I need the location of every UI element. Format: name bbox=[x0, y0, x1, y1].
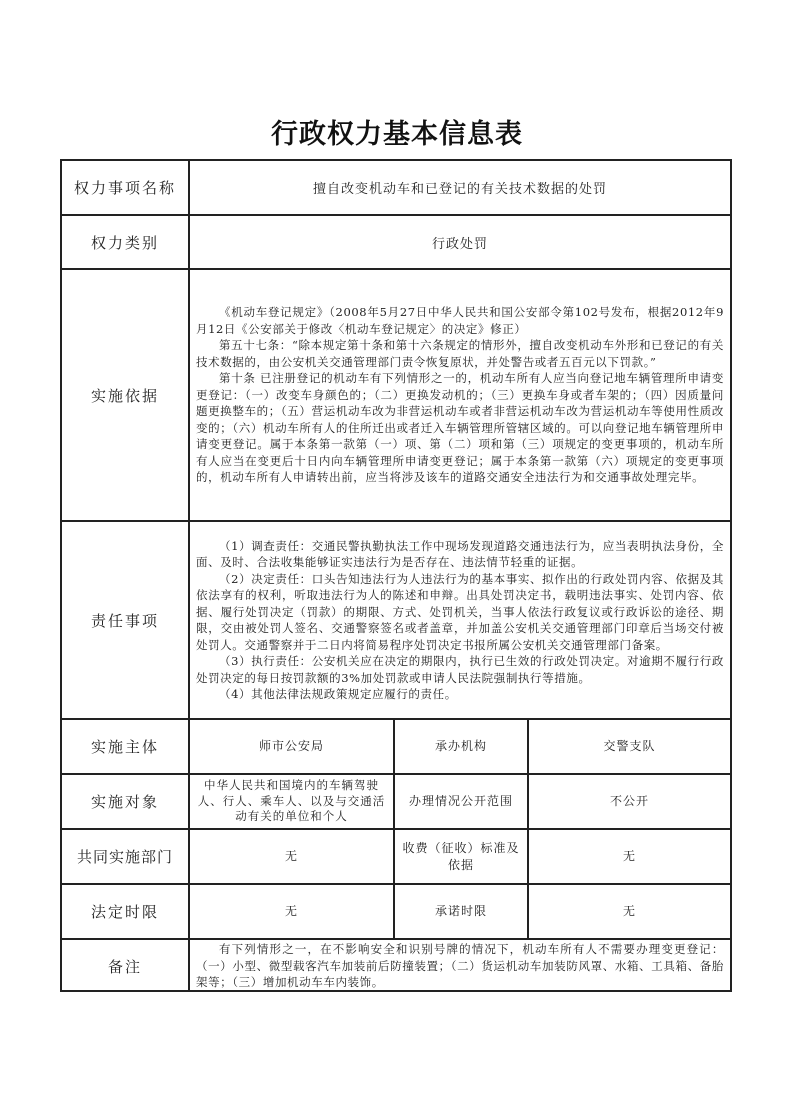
value-remark bbox=[190, 940, 730, 992]
row-remark bbox=[62, 940, 730, 992]
value-fee-standard: 无 bbox=[622, 849, 636, 863]
label-responsibility: 责任事项 bbox=[62, 522, 190, 718]
value-target: 中华人民共和国境内的车辆驾驶人、行人、乘车人、以及与交通活动有关的单位和个人 bbox=[190, 775, 395, 828]
responsibility-paragraph: （1）调查责任：交通民警执勤执法工作中现场发现道路交通违法行为，应当表明执法身份，全面、及时、合法收集能够证实违法行为是否存在、违法情节轻重的证据。 bbox=[196, 538, 724, 569]
label-disclosure-scope: 办理情况公开范围 bbox=[395, 775, 529, 828]
row-basis bbox=[62, 270, 730, 522]
responsibility-paragraph: （2）决定责任：口头告知违法行为人违法行为的基本事实、拟作出的行政处罚内容、依据及其依法享有的权利，听取违法行为人的陈述和申辩。出具处罚决定书，载明违法事实、处罚内容、依据、履行处罚决定（罚款）的期限、方式、处罚机关，当事人依法行政复议或行政诉讼的途径、期限，交由被处罚人签名、交通警察签名或者盖章，并加盖公安机关交通管理部门印章后当场交付被处罚人。交通警察并于二日内将简易程序处罚决定书报所属公安机关交通管理部门备案。 bbox=[196, 571, 724, 652]
value-power-category: 行政处罚 bbox=[431, 236, 488, 252]
row-power-name bbox=[62, 161, 730, 216]
value-power-name: 擅自改变机动车和已登记的有关技术数据的处罚 bbox=[312, 182, 607, 197]
document-title: 行政权力基本信息表 bbox=[271, 119, 523, 150]
info-table bbox=[60, 159, 732, 992]
row-responsibility bbox=[62, 522, 730, 720]
value-responsibility bbox=[190, 522, 730, 718]
value-basis bbox=[190, 270, 730, 520]
responsibility-paragraph: （4）其他法律法规政策规定应履行的责任。 bbox=[219, 687, 457, 701]
row-subject bbox=[62, 720, 730, 775]
label-legal-time-limit: 法定时限 bbox=[62, 885, 190, 938]
value-joint-department: 无 bbox=[190, 830, 395, 883]
row-power-category bbox=[62, 216, 730, 270]
label-handling-agency: 承办机构 bbox=[395, 720, 529, 773]
value-subject: 师市公安局 bbox=[190, 720, 395, 773]
label-power-name: 权力事项名称 bbox=[62, 161, 190, 214]
label-promised-time-limit: 承诺时限 bbox=[395, 885, 529, 938]
basis-paragraph: 第五十七条：“除本规定第十条和第十六条规定的情形外，擅自改变机动车外形和已登记的有关技术数据的，由公安机关交通管理部门责令恢复原状，并处警告或者五百元以下罚款。” bbox=[196, 338, 724, 369]
basis-paragraph: 《机动车登记规定》（2008年5月27日中华人民共和国公安部令第102号发布，根据2012年9月12日《公安部关于修改〈机动车登记规定〉的决定》修正） bbox=[196, 305, 724, 336]
value-promised-time-limit: 无 bbox=[622, 904, 636, 918]
row-target bbox=[62, 775, 730, 830]
label-fee-standard: 收费（征收）标准及依据 bbox=[395, 830, 529, 883]
label-basis: 实施依据 bbox=[62, 270, 190, 520]
remark-paragraph: 有下列情形之一，在不影响安全和识别号牌的情况下，机动车所有人不需要办理变更登记：（一）小型、微型载客汽车加装前后防撞装置；（二）货运机动车加装防风罩、水箱、工具箱、备胎架等；（三）增加机动车车内装饰。 bbox=[196, 942, 724, 990]
value-disclosure-scope: 不公开 bbox=[609, 794, 649, 808]
row-time-limit bbox=[62, 885, 730, 940]
row-joint-department bbox=[62, 830, 730, 885]
label-remark: 备注 bbox=[62, 940, 190, 992]
label-power-category: 权力类别 bbox=[62, 216, 190, 268]
value-legal-time-limit: 无 bbox=[190, 885, 395, 938]
basis-paragraph: 第十条 已注册登记的机动车有下列情形之一的，机动车所有人应当向登记地车辆管理所申请变更登记：（一）改变车身颜色的；（二）更换发动机的；（三）更换车身或者车架的；（四）因质量问题更换整车的；（五）营运机动车改为非营运机动车或者非营运机动车改为营运机动车等使用性质改变的；（六）机动车所有人的住所迁出或者迁入车辆管理所管辖区域的。可以向登记地车辆管理所申请变更登记。属于本条第一款第（一）项、第（二）项和第（三）项规定的变更事项的，机动车所有人应当在变更后十日内向车辆管理所申请变更登记；属于本条第一款第（六）项规定的变更事项的，机动车所有人申请转出前，应当将涉及该车的道路交通安全违法行为和交通事故处理完毕。 bbox=[196, 371, 724, 485]
value-handling-agency: 交警支队 bbox=[603, 739, 656, 753]
responsibility-paragraph: （3）执行责任：公安机关应在决定的期限内，执行已生效的行政处罚决定。对逾期不履行行政处罚决定的每日按罚款额的3%加处罚款或申请人民法院强制执行等措施。 bbox=[196, 654, 724, 685]
label-joint-department: 共同实施部门 bbox=[62, 830, 190, 883]
label-target: 实施对象 bbox=[62, 775, 190, 828]
label-subject: 实施主体 bbox=[62, 720, 190, 773]
